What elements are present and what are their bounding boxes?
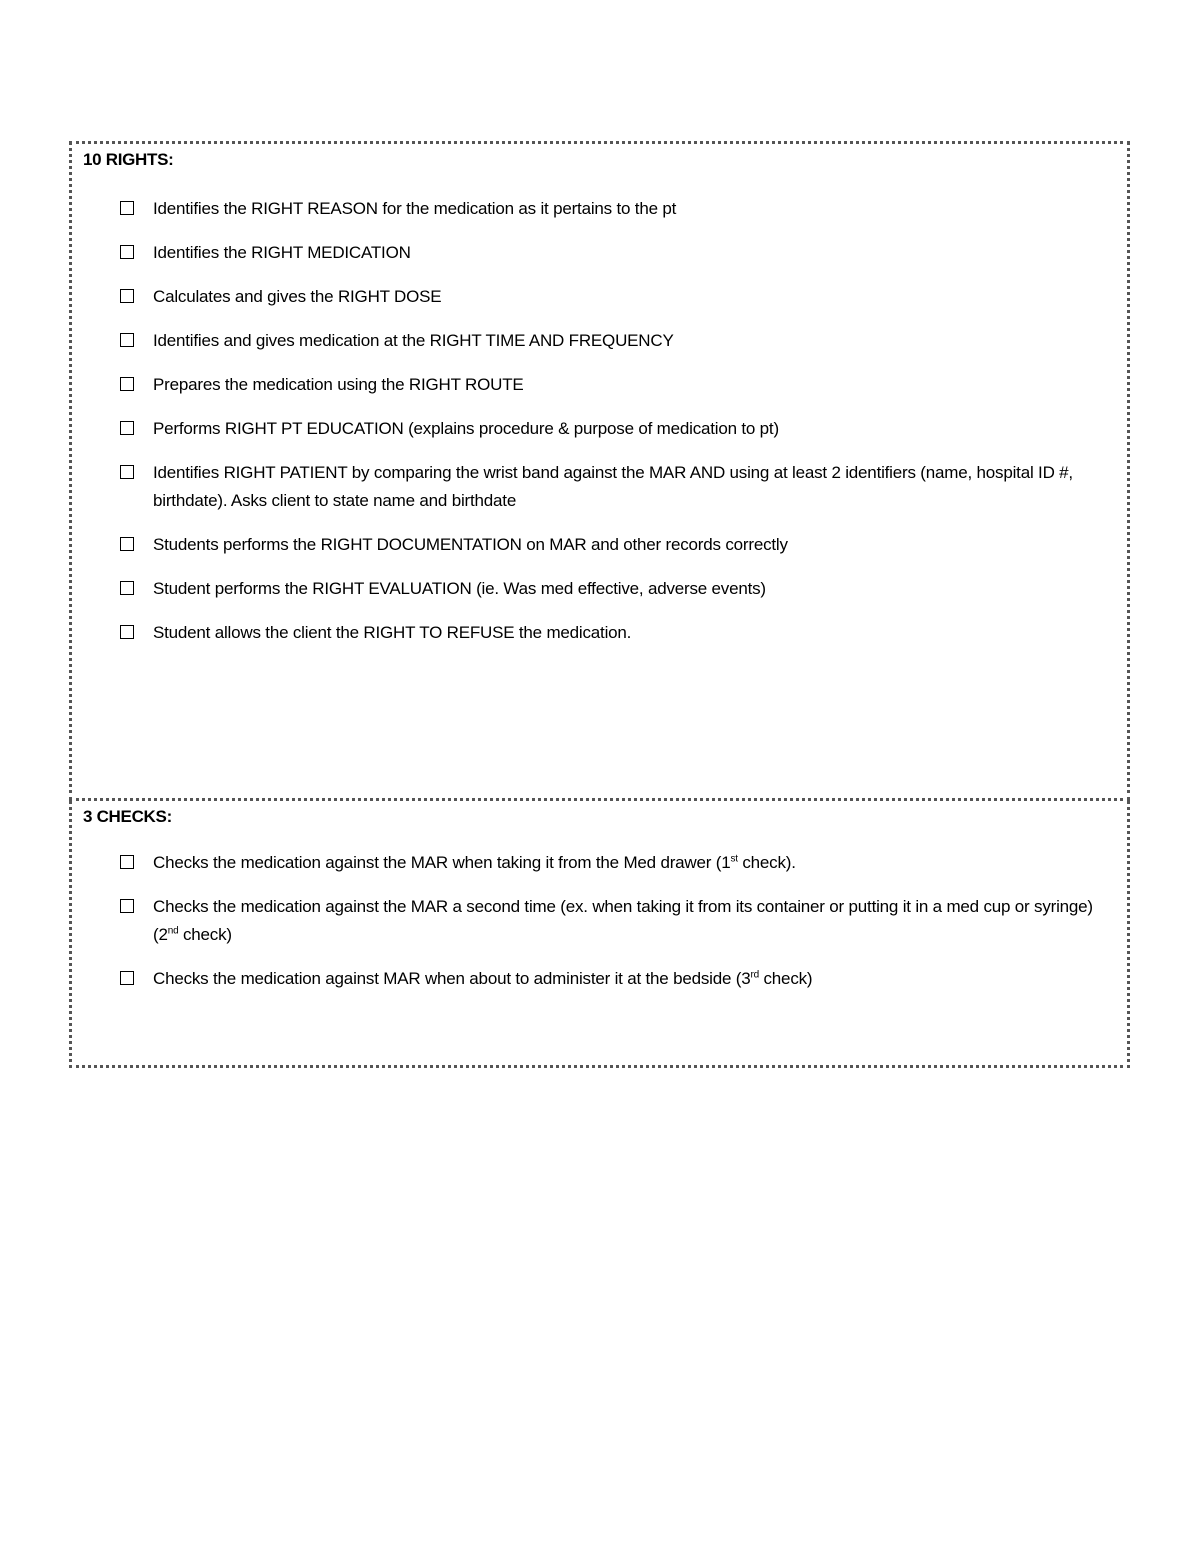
checks-item-text-end: check)	[758, 969, 813, 988]
rights-item	[120, 195, 1119, 223]
rights-item	[120, 239, 1119, 267]
rights-list	[120, 195, 1119, 663]
checks-item	[120, 849, 1119, 877]
rights-item-text: Identifies RIGHT PATIENT by comparing the wrist band against the MAR AND using at least 2 identifiers (name, hospital ID #, birthdate). Asks client to state name and birthdate	[153, 463, 1073, 510]
rights-item	[120, 327, 1119, 355]
rights-item	[120, 575, 1119, 603]
checks-heading: 3 CHECKS:	[83, 807, 172, 826]
checks-item-text-end: check).	[737, 853, 796, 872]
checkbox-icon[interactable]	[120, 333, 134, 347]
checkbox-icon[interactable]	[120, 289, 134, 303]
rights-item	[120, 371, 1119, 399]
checks-item	[120, 893, 1119, 949]
rights-item	[120, 459, 1119, 515]
checkbox-icon[interactable]	[120, 855, 134, 869]
ordinal-suffix: nd	[167, 925, 179, 937]
rights-item-text: Identifies the RIGHT MEDICATION	[153, 243, 411, 262]
ordinal-suffix: rd	[750, 969, 759, 981]
rights-item-text: Student performs the RIGHT EVALUATION (ie. Was med effective, adverse events)	[153, 579, 766, 598]
checkbox-icon[interactable]	[120, 537, 134, 551]
checks-item-text	[153, 897, 1093, 944]
rights-item-text: Student allows the client the RIGHT TO REFUSE the medication.	[153, 623, 632, 642]
checkbox-icon[interactable]	[120, 377, 134, 391]
rights-item	[120, 619, 1119, 647]
rights-item-text: Identifies and gives medication at the RIGHT TIME AND FREQUENCY	[153, 331, 674, 350]
checks-item-text-end: check)	[178, 925, 232, 944]
checks-section	[69, 801, 1130, 1068]
checks-item-text-main: Checks the medication against the MAR a second time (ex. when taking it from its container or putting it in a med cup or syringe) (2	[153, 897, 1093, 944]
checkbox-icon[interactable]	[120, 625, 134, 639]
checkbox-icon[interactable]	[120, 899, 134, 913]
rights-item-text: Prepares the medication using the RIGHT ROUTE	[153, 375, 524, 394]
checklist-sheet	[69, 141, 1130, 1068]
checks-item-text-main: Checks the medication against the MAR when taking it from the Med drawer (1	[153, 853, 731, 872]
rights-item	[120, 531, 1119, 559]
ordinal-suffix: st	[730, 853, 738, 865]
checks-item	[120, 965, 1119, 993]
rights-item-text: Performs RIGHT PT EDUCATION (explains procedure & purpose of medication to pt)	[153, 419, 779, 438]
checkbox-icon[interactable]	[120, 971, 134, 985]
rights-item-text: Students performs the RIGHT DOCUMENTATION on MAR and other records correctly	[153, 535, 788, 554]
checkbox-icon[interactable]	[120, 465, 134, 479]
rights-item-text: Identifies the RIGHT REASON for the medication as it pertains to the pt	[153, 199, 677, 218]
rights-section	[69, 141, 1130, 801]
checks-list	[120, 849, 1119, 1009]
rights-heading: 10 RIGHTS:	[83, 150, 174, 169]
rights-item-text: Calculates and gives the RIGHT DOSE	[153, 287, 442, 306]
checkbox-icon[interactable]	[120, 421, 134, 435]
rights-item	[120, 283, 1119, 311]
checkbox-icon[interactable]	[120, 201, 134, 215]
checks-item-text	[153, 969, 812, 988]
rights-item	[120, 415, 1119, 443]
checkbox-icon[interactable]	[120, 245, 134, 259]
checkbox-icon[interactable]	[120, 581, 134, 595]
checks-item-text	[153, 853, 796, 872]
checks-item-text-main: Checks the medication against MAR when about to administer it at the bedside (3	[153, 969, 751, 988]
